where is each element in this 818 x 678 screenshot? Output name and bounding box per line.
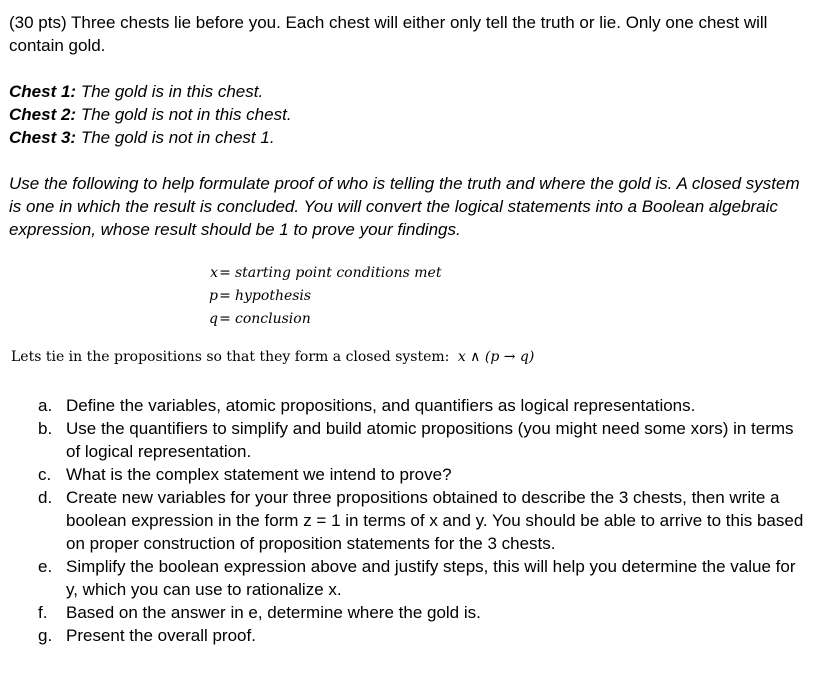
definition-text: conclusion (235, 311, 311, 327)
chest-3-label: Chest 3: (9, 128, 77, 147)
definition-var: q (209, 311, 218, 327)
definition-p (190, 285, 441, 308)
definition-q (190, 308, 441, 331)
task-item-g (38, 624, 808, 647)
closed-system-text: Lets tie in the propositions so that they form a closed system: (11, 349, 450, 365)
task-text: Present the overall proof. (66, 626, 256, 645)
task-item-f (38, 601, 808, 624)
task-text: Simplify the boolean expression above and justify steps, this will help you determine the value for y, which you can use to rationalize x. (66, 557, 796, 599)
task-text: Create new variables for your three propositions obtained to describe the 3 chests, then write a boolean expression in the form z = 1 in terms of x and y. You should be able to arrive to this based on proper construction of proposition statements for the 3 chests. (66, 488, 804, 553)
task-letter: f. (38, 603, 48, 622)
task-item-c (38, 463, 808, 486)
chest-2-statement: The gold is not in this chest. (80, 105, 292, 124)
chest-statements (9, 80, 809, 149)
chest-1-statement: The gold is in this chest. (80, 82, 264, 101)
definition-equals: = (219, 311, 231, 327)
task-text: Based on the answer in e, determine where the gold is. (66, 603, 481, 622)
task-list (38, 394, 808, 647)
definition-x (190, 262, 441, 285)
variable-definitions (190, 262, 441, 331)
task-text: What is the complex statement we intend to prove? (66, 465, 452, 484)
chest-3-statement: The gold is not in chest 1. (80, 128, 275, 147)
task-letter: b. (38, 419, 53, 438)
task-letter: c. (38, 465, 52, 484)
task-letter: g. (38, 626, 53, 645)
definition-equals: = (219, 288, 231, 304)
task-item-b (38, 417, 808, 463)
chest-2-label: Chest 2: (9, 105, 77, 124)
task-text: Define the variables, atomic propositions, and quantifiers as logical representations. (66, 396, 696, 415)
task-item-a (38, 394, 808, 417)
guide-paragraph: Use the following to help formulate proof of who is telling the truth and where the gold is. A closed system is one in which the result is concluded. You will convert the logical statements into a Boolean algebraic expression, whose result should be 1 to prove your findings. (9, 174, 800, 239)
chest-1-row (9, 80, 809, 103)
definition-var: x (210, 265, 218, 281)
definition-var: p (209, 288, 218, 304)
chest-1-label: Chest 1: (9, 82, 77, 101)
definition-text: hypothesis (235, 288, 312, 304)
task-item-d (38, 486, 808, 555)
task-letter: d. (38, 488, 53, 507)
task-letter: a. (38, 396, 53, 415)
task-text: Use the quantifiers to simplify and build atomic propositions (you might need some xors) in terms of logical representation. (66, 419, 794, 461)
task-letter: e. (38, 557, 53, 576)
task-item-e (38, 555, 808, 601)
chest-2-row (9, 103, 809, 126)
definition-text: starting point conditions met (235, 265, 442, 281)
definition-equals: = (219, 265, 231, 281)
chest-3-row (9, 126, 809, 149)
problem-intro: (30 pts) Three chests lie before you. Each chest will either only tell the truth or lie. Only one chest will contain gold. (9, 13, 768, 55)
closed-system-statement (11, 347, 534, 367)
closed-system-formula: x ∧ (p → q) (457, 349, 535, 365)
